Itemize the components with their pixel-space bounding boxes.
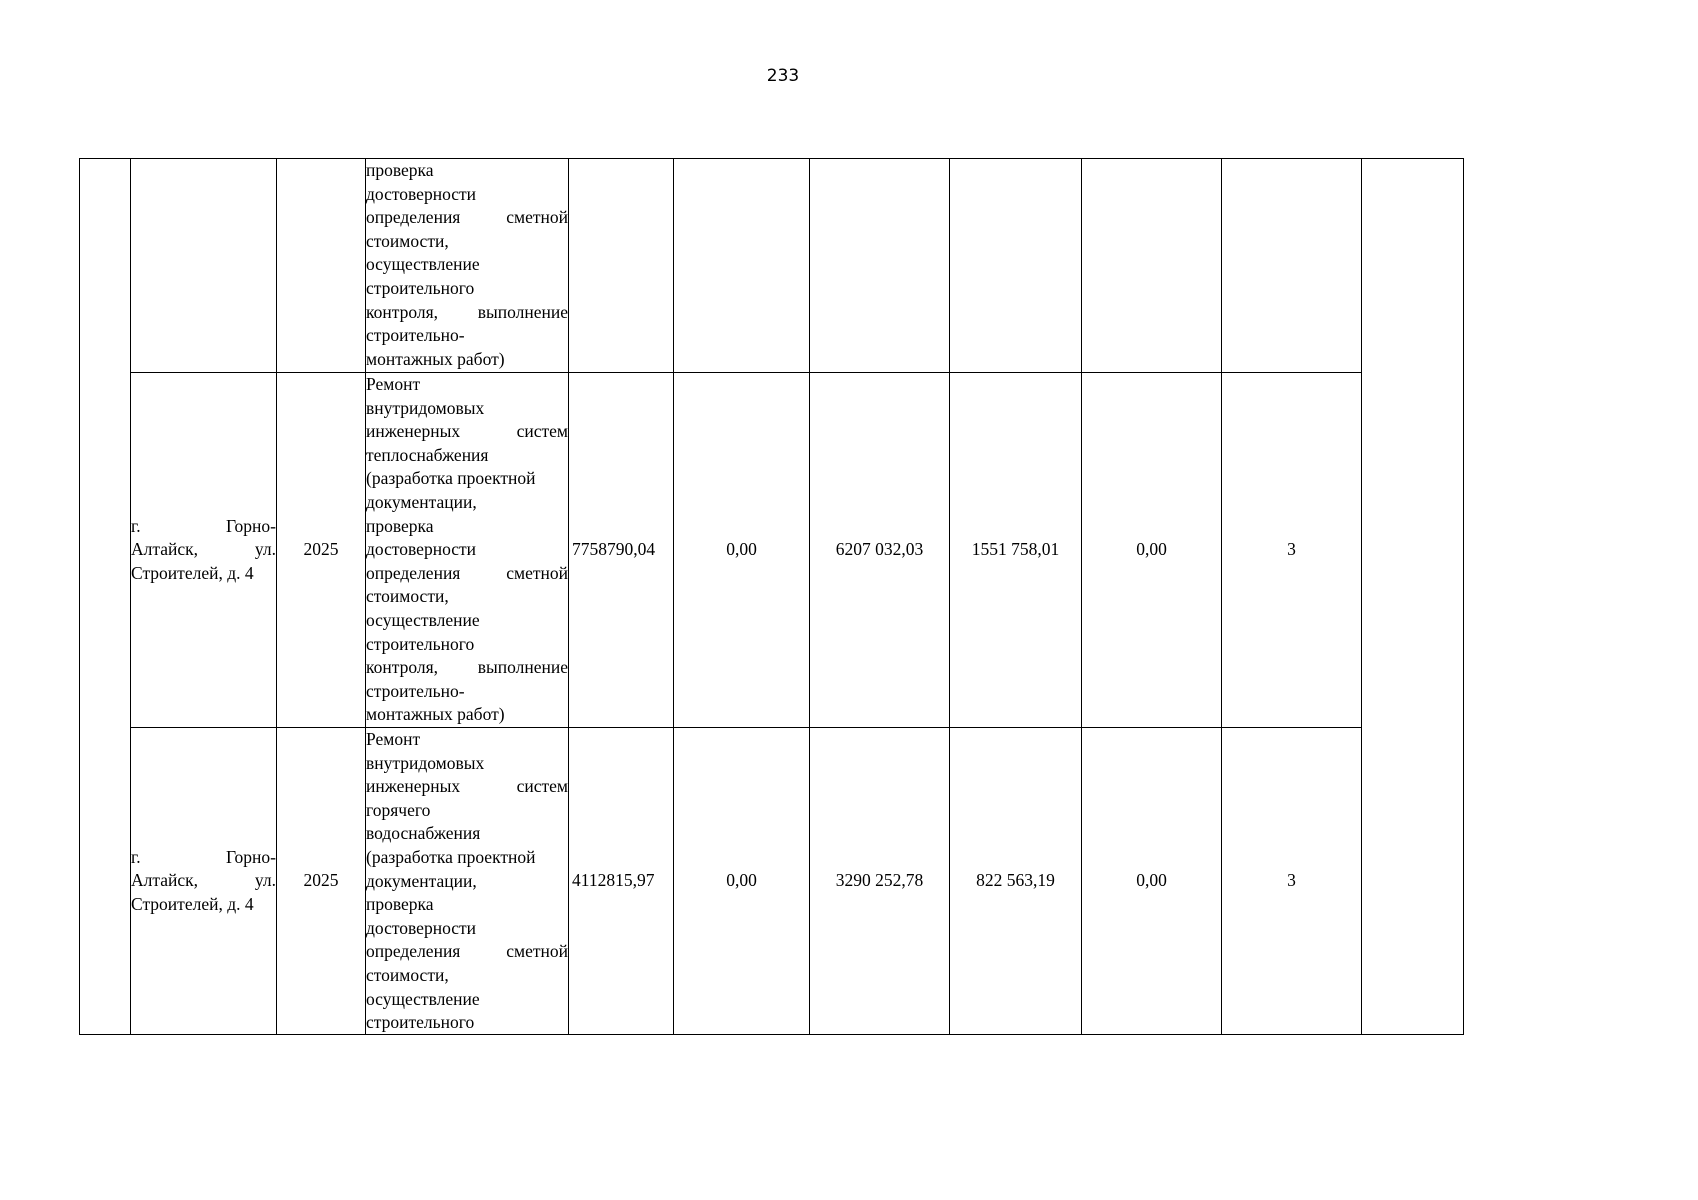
address-line: [131, 515, 276, 539]
text-fragment: документации,: [366, 870, 477, 891]
description-line: [366, 940, 568, 964]
text-fragment: (разработка проектной: [366, 846, 536, 867]
total-cost-cell: 7758790,04: [569, 373, 674, 728]
total-cost-cell: [569, 159, 674, 373]
description-line: [366, 988, 568, 1012]
text-fragment: внутридомовых: [366, 752, 485, 773]
description-line: [366, 728, 568, 752]
text-fragment: монтажных работ): [366, 348, 505, 369]
text-fragment: Алтайск,: [131, 870, 199, 891]
description-line: [366, 822, 568, 846]
regional-budget-cell: 6207 032,03: [810, 373, 950, 728]
year-cell: 2025: [277, 373, 366, 728]
text-fragment: ул.: [254, 870, 276, 891]
description-line: [366, 277, 568, 301]
text-fragment: монтажных работ): [366, 704, 505, 725]
local-budget-cell: 1551 758,01: [950, 373, 1082, 728]
text-fragment: строительного: [366, 1012, 475, 1033]
text-fragment: выполнение: [477, 301, 568, 322]
owners-funds-cell: [1082, 159, 1222, 373]
work-description-cell: [366, 728, 569, 1035]
total-cost-cell: 4112815,97: [569, 728, 674, 1035]
owners-funds-cell: 0,00: [1082, 373, 1222, 728]
table-row: [80, 159, 1464, 373]
address-line: [131, 893, 276, 917]
text-fragment: Горно-: [225, 846, 276, 867]
description-line: [366, 1011, 568, 1033]
works-table: [79, 158, 1464, 1035]
text-fragment: инженерных: [366, 421, 461, 442]
address-cell: [131, 728, 277, 1035]
description-line: [366, 515, 568, 539]
text-fragment: стоимости,: [366, 230, 449, 251]
address-line: [131, 846, 276, 870]
text-fragment: сметной: [506, 941, 568, 962]
address-cell: [131, 373, 277, 728]
description-line: [366, 444, 568, 468]
text-fragment: определения: [366, 941, 461, 962]
address-line: [131, 562, 276, 586]
text-fragment: проверка: [366, 515, 434, 536]
description-line: [366, 230, 568, 254]
owners-funds-cell: 0,00: [1082, 728, 1222, 1035]
description-line: [366, 467, 568, 491]
description-line: [366, 633, 568, 657]
text-fragment: контроля,: [366, 657, 439, 678]
text-fragment: стоимости,: [366, 964, 449, 985]
description-line: [366, 585, 568, 609]
method-code-cell: 3: [1222, 728, 1362, 1035]
text-fragment: водоснабжения: [366, 823, 481, 844]
text-fragment: строительного: [366, 633, 475, 654]
fund-cost-cell: [674, 159, 810, 373]
regional-budget-cell: [810, 159, 950, 373]
description-line: [366, 870, 568, 894]
work-description-cell: [366, 159, 569, 373]
year-cell: 2025: [277, 728, 366, 1035]
text-fragment: строительно-: [366, 325, 465, 346]
method-code-cell: [1222, 159, 1362, 373]
text-fragment: достоверности: [366, 183, 477, 204]
text-fragment: систем: [516, 776, 568, 797]
text-fragment: стоимости,: [366, 586, 449, 607]
text-fragment: Горно-: [225, 515, 276, 536]
text-fragment: систем: [516, 421, 568, 442]
address-line: [131, 538, 276, 562]
address-cell: [131, 159, 277, 373]
text-fragment: выполнение: [477, 657, 568, 678]
description-line: [366, 752, 568, 776]
local-budget-cell: [950, 159, 1082, 373]
description-line: [366, 491, 568, 515]
description-line: [366, 799, 568, 823]
text-fragment: осуществление: [366, 988, 480, 1009]
address-line: [131, 869, 276, 893]
text-fragment: строительно-: [366, 680, 465, 701]
text-fragment: сметной: [506, 562, 568, 583]
work-description-cell: [366, 373, 569, 728]
text-fragment: проверка: [366, 894, 434, 915]
description-line: [366, 656, 568, 680]
text-fragment: достоверности: [366, 917, 477, 938]
description-line: [366, 917, 568, 941]
text-fragment: сметной: [506, 207, 568, 228]
description-line: [366, 397, 568, 421]
description-line: [366, 680, 568, 704]
description-line: [366, 301, 568, 325]
description-line: [366, 420, 568, 444]
text-fragment: Ремонт: [366, 374, 421, 394]
text-fragment: теплоснабжения: [366, 444, 489, 465]
text-fragment: определения: [366, 562, 461, 583]
description-line: [366, 373, 568, 397]
description-line: [366, 538, 568, 562]
text-fragment: достоверности: [366, 539, 477, 560]
description-line: [366, 348, 568, 372]
text-fragment: г.: [131, 515, 141, 536]
year-cell: [277, 159, 366, 373]
fund-cost-cell: 0,00: [674, 373, 810, 728]
text-fragment: определения: [366, 207, 461, 228]
table-row: [80, 373, 1464, 728]
text-fragment: контроля,: [366, 301, 439, 322]
description-clip: [366, 728, 568, 1033]
text-fragment: внутридомовых: [366, 397, 485, 418]
text-fragment: документации,: [366, 491, 477, 512]
method-code-cell: 3: [1222, 373, 1362, 728]
description-line: [366, 324, 568, 348]
description-line: [366, 183, 568, 207]
note-cell: [1362, 159, 1464, 1035]
description-line: [366, 846, 568, 870]
text-fragment: проверка: [366, 160, 434, 180]
description-line: [366, 159, 568, 183]
text-fragment: ул.: [254, 539, 276, 560]
text-fragment: строительного: [366, 277, 475, 298]
description-line: [366, 206, 568, 230]
text-fragment: осуществление: [366, 254, 480, 275]
page-number: 233: [766, 66, 800, 86]
description-line: [366, 964, 568, 988]
text-fragment: осуществление: [366, 609, 480, 630]
text-fragment: инженерных: [366, 776, 461, 797]
local-budget-cell: 822 563,19: [950, 728, 1082, 1035]
text-fragment: (разработка проектной: [366, 468, 536, 489]
text-fragment: Ремонт: [366, 729, 421, 749]
description-line: [366, 253, 568, 277]
text-fragment: г.: [131, 846, 141, 867]
regional-budget-cell: 3290 252,78: [810, 728, 950, 1035]
text-fragment: горячего: [366, 799, 431, 820]
text-fragment: Алтайск,: [131, 539, 199, 560]
text-fragment: Строителей, д. 4: [131, 893, 254, 914]
fund-cost-cell: 0,00: [674, 728, 810, 1035]
description-line: [366, 562, 568, 586]
description-line: [366, 609, 568, 633]
description-line: [366, 703, 568, 727]
table-row: [80, 728, 1464, 1035]
description-line: [366, 775, 568, 799]
text-fragment: Строителей, д. 4: [131, 562, 254, 583]
row-number-cell: [80, 159, 131, 1035]
description-line: [366, 893, 568, 917]
